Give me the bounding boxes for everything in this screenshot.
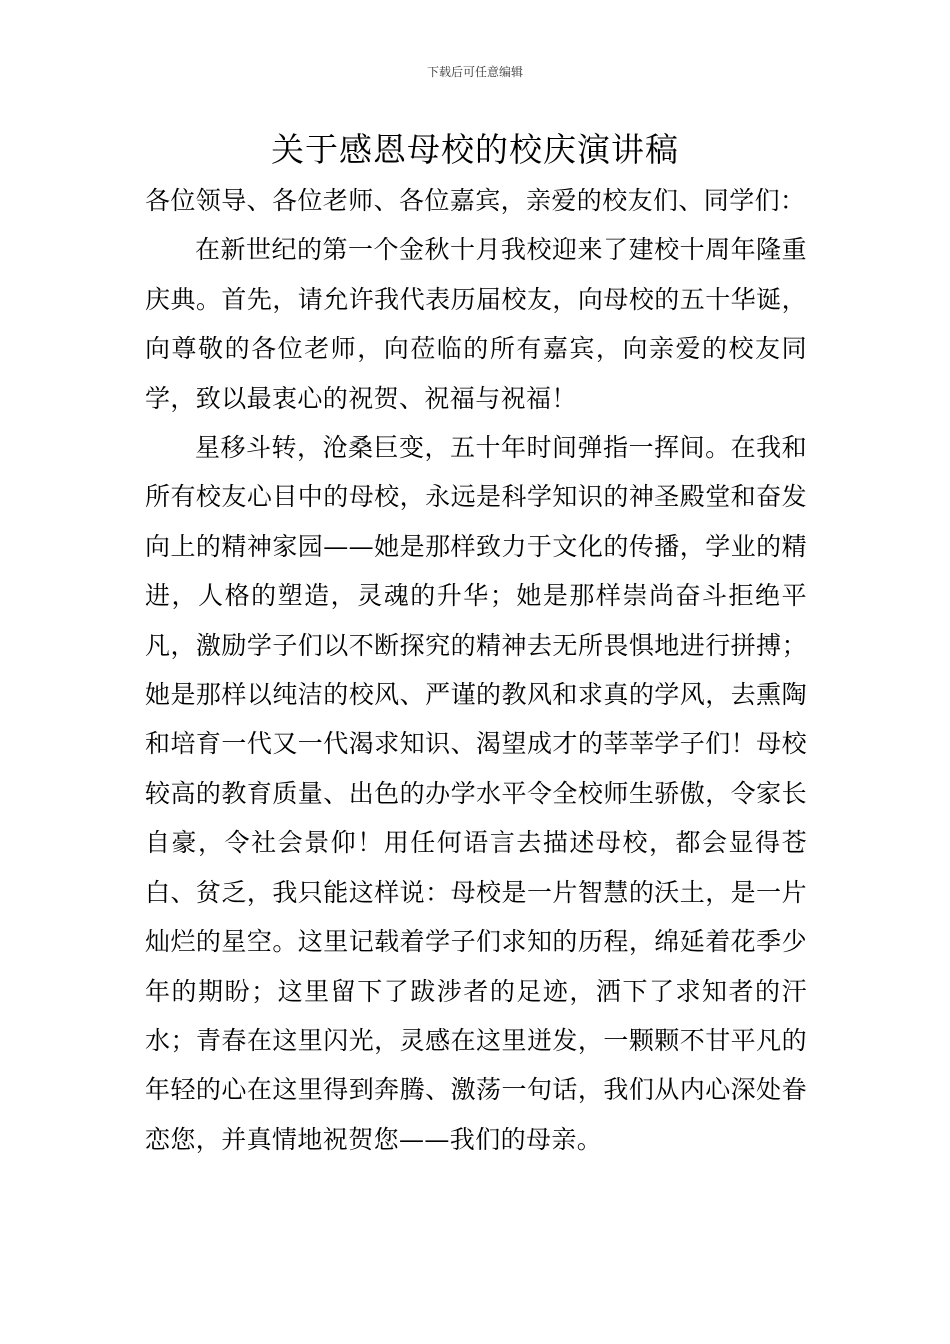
header-note: 下载后可任意编辑 — [426, 65, 523, 79]
document-body — [145, 176, 807, 1164]
document-title: 关于感恩母校的校庆演讲稿 — [271, 130, 679, 169]
paragraph-1: 在新世纪的第一个金秋十月我校迎来了建校十周年隆重庆典。首先，请允许我代表历届校友，向母校的五十华诞，向尊敬的各位老师，向莅临的所有嘉宾，向亲爱的校友同学，致以最衷心的祝贺、祝福与祝福！ — [145, 235, 807, 413]
salutation: 各位领导、各位老师、各位嘉宾，亲爱的校友们、同学们： — [145, 186, 806, 215]
paragraph-2: 星移斗转，沧桑巨变，五十年时间弹指一挥间。在我和所有校友心目中的母校，永远是科学知识的神圣殿堂和奋发向上的精神家园——她是那样致力于文化的传播，学业的精进，人格的塑造，灵魂的升华；她是那样崇尚奋斗拒绝平凡，激励学子们以不断探究的精神去无所畏惧地进行拼搏；她是那样以纯洁的校风、严谨的教风和求真的学风，去熏陶和培育一代又一代渴求知识、渴望成才的莘莘学子们！母校较高的教育质量、出色的办学水平令全校师生骄傲，令家长自豪，令社会景仰！用任何语言去描述母校，都会显得苍白、贫乏，我只能这样说：母校是一片智慧的沃土，是一片灿烂的星空。这里记载着学子们求知的历程，绵延着花季少年的期盼；这里留下了跋涉者的足迹，洒下了求知者的汗水；青春在这里闪光，灵感在这里迸发，一颗颗不甘平凡的年轻的心在这里得到奔腾、激荡一句话，我们从内心深处眷恋您，并真情地祝贺您——我们的母亲。 — [145, 433, 807, 1154]
